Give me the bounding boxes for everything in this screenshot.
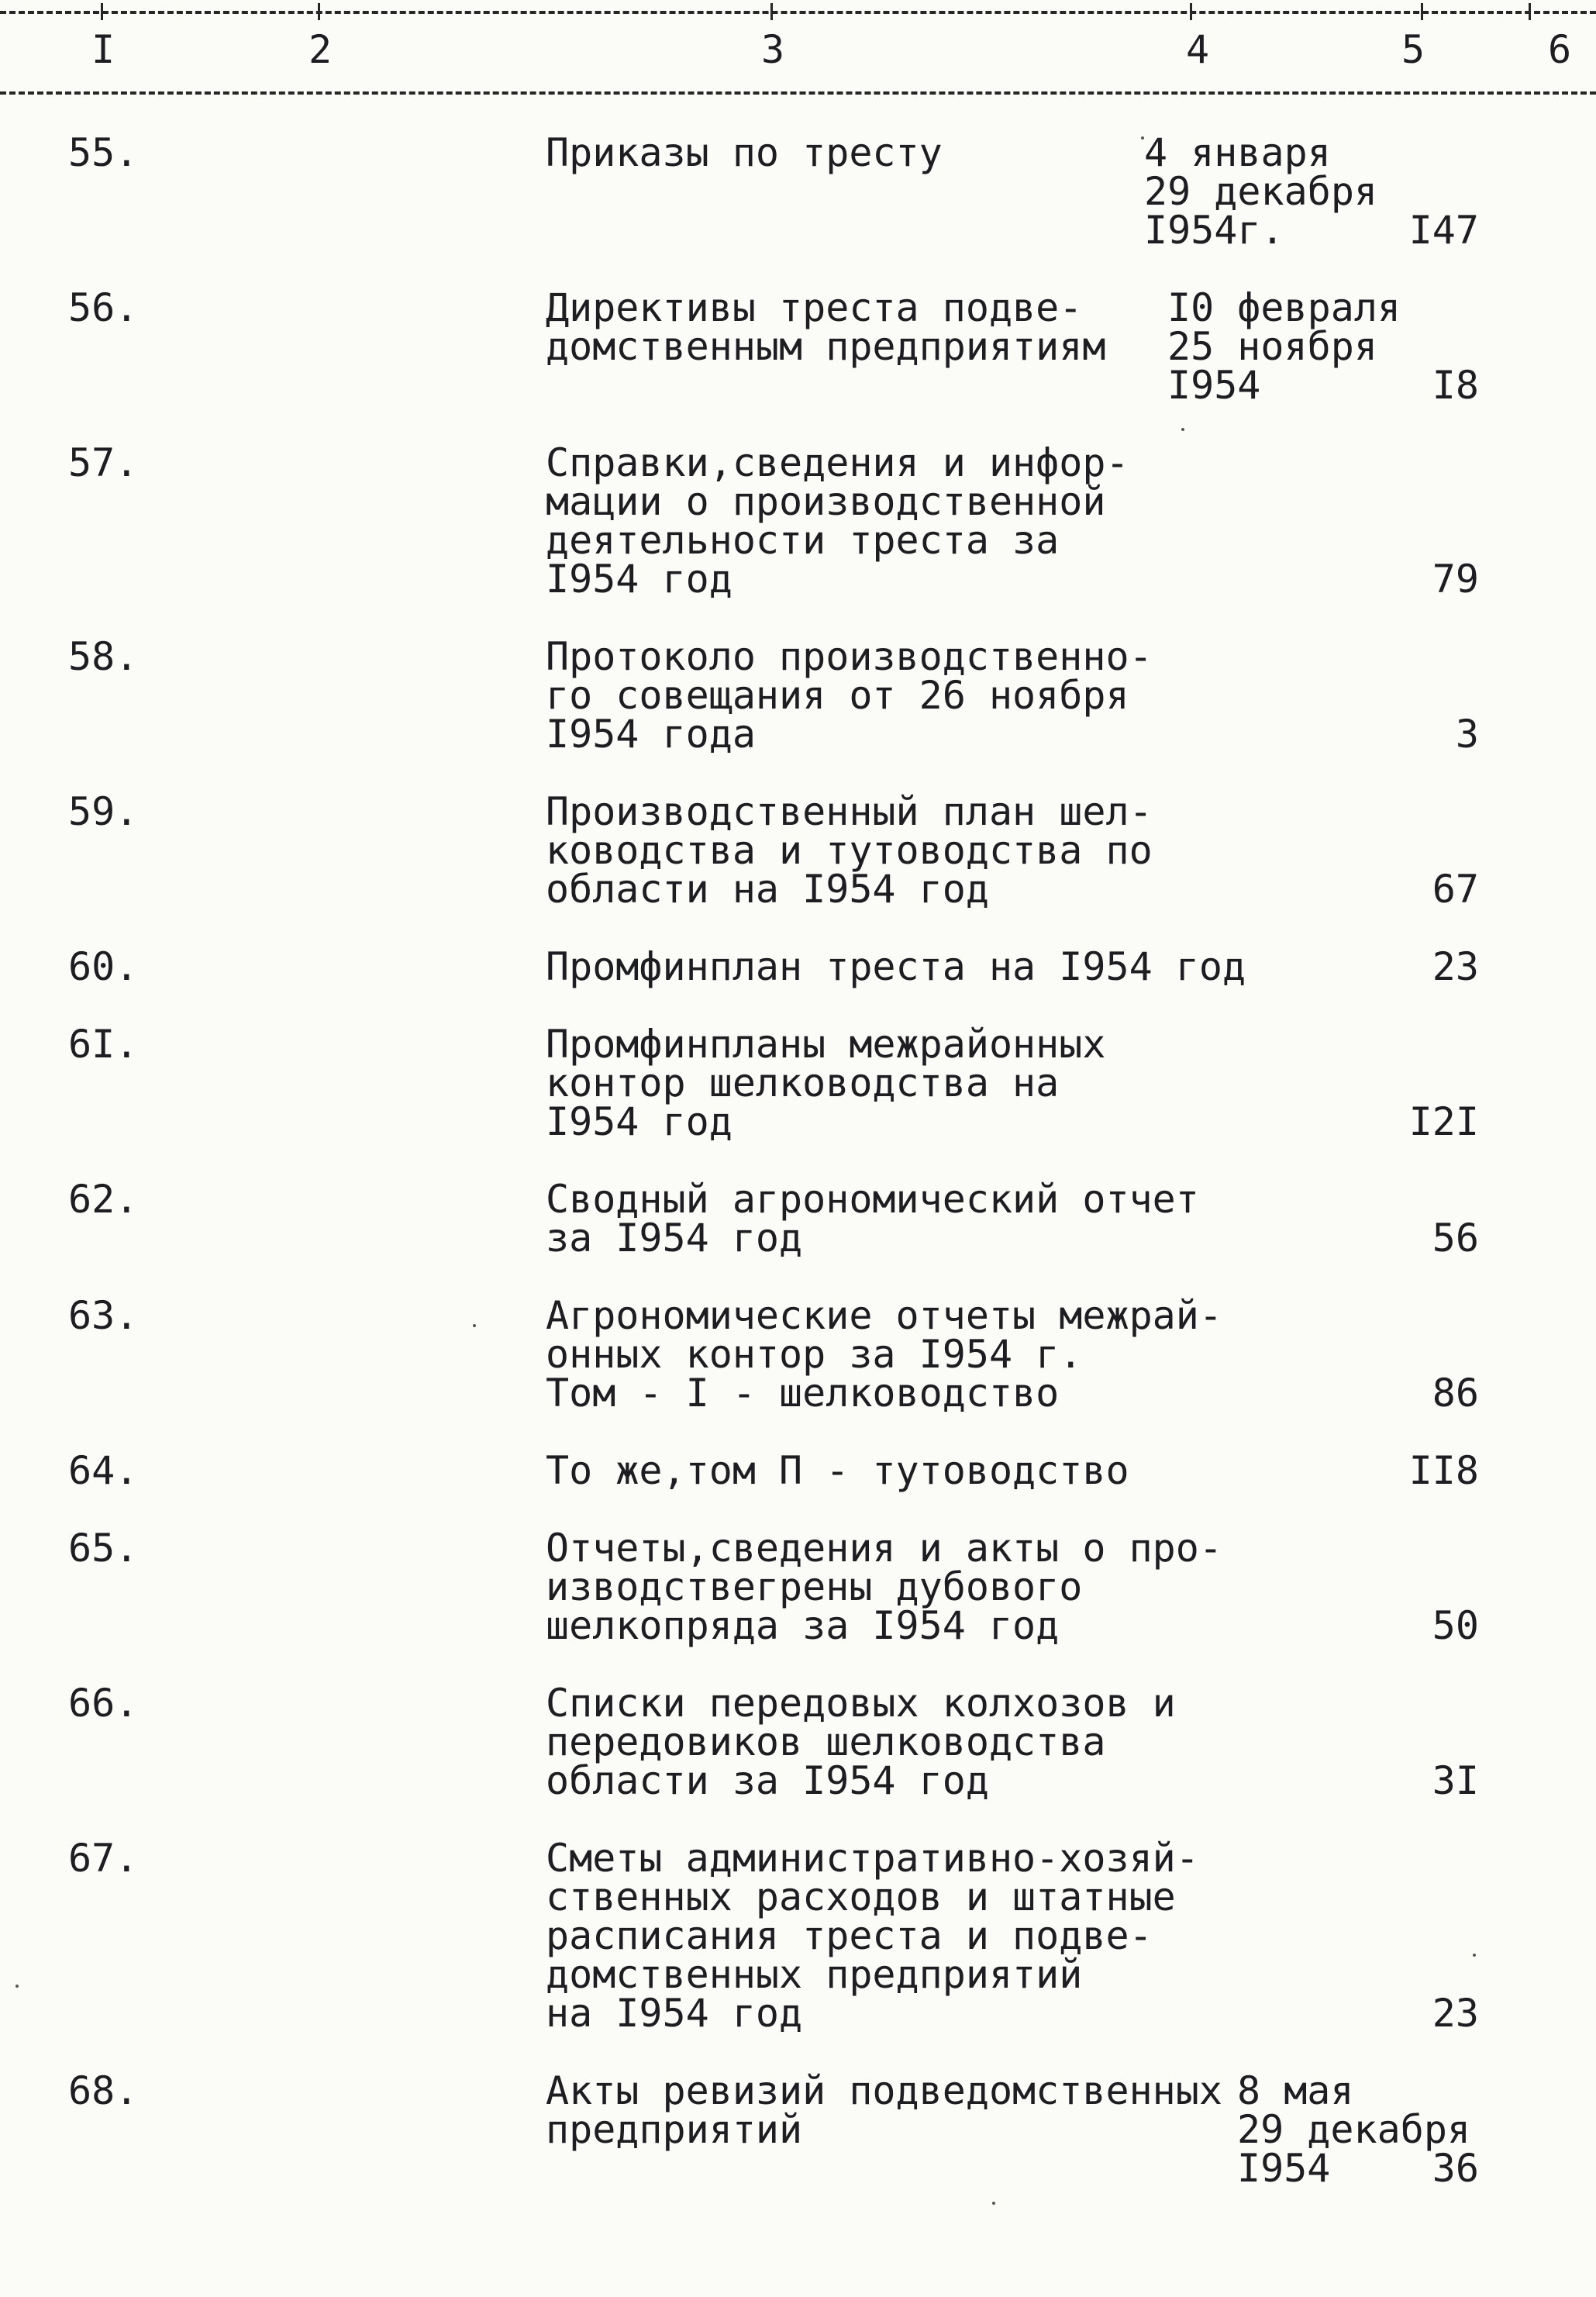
header-tick xyxy=(318,3,320,20)
item-dates: I0 февраля 25 ноября I954 xyxy=(1167,285,1401,408)
item-sheet-count: 3I xyxy=(1432,1758,1479,1803)
item-dates: 8 мая 29 декабря I954 xyxy=(1237,2068,1471,2191)
column-header-3: 3 xyxy=(761,27,785,72)
item-title: Отчеты,сведения и акты о про- изводствегрены дубового шелкопряда за I954 год xyxy=(546,1526,1222,1648)
item-number: 55. xyxy=(68,130,139,175)
item-sheet-count: I2I xyxy=(1408,1099,1479,1144)
item-number: 60. xyxy=(68,944,139,989)
item-number: 65. xyxy=(68,1526,139,1571)
header-top-rule xyxy=(0,11,1596,14)
column-header-6: 6 xyxy=(1548,27,1572,72)
item-number: 66. xyxy=(68,1681,139,1726)
item-number: 62. xyxy=(68,1177,139,1222)
header-tick xyxy=(1190,3,1192,20)
item-number: 64. xyxy=(68,1448,139,1493)
item-title: Справки,сведения и инфор- мации о производственной деятельности треста за I954 год xyxy=(546,440,1129,602)
item-dates: 4 января 29 декабря I954г. xyxy=(1144,130,1378,253)
item-number: 56. xyxy=(68,285,139,330)
item-sheet-count: 36 xyxy=(1432,2146,1479,2191)
item-number: 57. xyxy=(68,440,139,485)
item-title: Списки передовых колхозов и передовиков шелководства области за I954 год xyxy=(546,1681,1176,1803)
item-sheet-count: 50 xyxy=(1432,1603,1479,1648)
item-title: Промфинпланы межрайонных контор шелководства на I954 год xyxy=(546,1022,1106,1144)
item-sheet-count: I47 xyxy=(1408,208,1479,253)
item-title: Протоколо производственно- го совещания от 26 ноября I954 года xyxy=(546,634,1153,757)
scan-speck xyxy=(992,2202,995,2205)
column-header-2: 2 xyxy=(309,27,333,72)
item-sheet-count: 56 xyxy=(1432,1216,1479,1261)
column-header-4: 4 xyxy=(1186,27,1210,72)
column-header-5: 5 xyxy=(1401,27,1425,72)
item-sheet-count: 67 xyxy=(1432,867,1479,912)
item-sheet-count: 23 xyxy=(1432,944,1479,989)
scan-speck xyxy=(1141,136,1144,140)
item-sheet-count: 86 xyxy=(1432,1371,1479,1416)
item-title: Акты ревизий подведомственных предприятий xyxy=(546,2068,1222,2152)
column-header-1: I xyxy=(91,27,115,72)
item-sheet-count: 3 xyxy=(1455,712,1479,757)
item-number: 67. xyxy=(68,1836,139,1881)
item-number: 63. xyxy=(68,1293,139,1338)
item-sheet-count: 23 xyxy=(1432,1991,1479,2036)
item-title: Сводный агрономический отчет за I954 год xyxy=(546,1177,1199,1261)
item-title: Приказы по тресту xyxy=(546,130,943,175)
item-title: Производственный план шел- ководства и тутоводства по области на I954 год xyxy=(546,789,1153,912)
item-title: Директивы треста подве- домственным предприятиям xyxy=(546,285,1106,369)
header-tick xyxy=(1421,3,1423,20)
scan-speck xyxy=(473,1324,476,1327)
item-number: 58. xyxy=(68,634,139,679)
item-title: Промфинплан треста на I954 год xyxy=(546,944,1246,989)
item-number: 59. xyxy=(68,789,139,834)
header-tick xyxy=(770,3,773,20)
scan-speck xyxy=(16,1985,19,1988)
item-number: 6I. xyxy=(68,1022,139,1067)
item-sheet-count: 79 xyxy=(1432,557,1479,602)
item-title: То же,том П - тутоводство xyxy=(546,1448,1129,1493)
item-number: 68. xyxy=(68,2068,139,2113)
item-sheet-count: I8 xyxy=(1432,363,1479,408)
header-bottom-rule xyxy=(0,91,1596,95)
item-title: Агрономические отчеты межрай- онных контор за I954 г. Том - I - шелководство xyxy=(546,1293,1222,1416)
scan-speck xyxy=(1181,428,1184,431)
scan-speck xyxy=(1473,1954,1476,1957)
header-tick xyxy=(101,3,103,20)
header-tick xyxy=(1529,3,1531,20)
item-sheet-count: II8 xyxy=(1408,1448,1479,1493)
item-title: Сметы административно-хозяй- ственных расходов и штатные расписания треста и подве- домственных предприятий на I954 год xyxy=(546,1836,1199,2036)
